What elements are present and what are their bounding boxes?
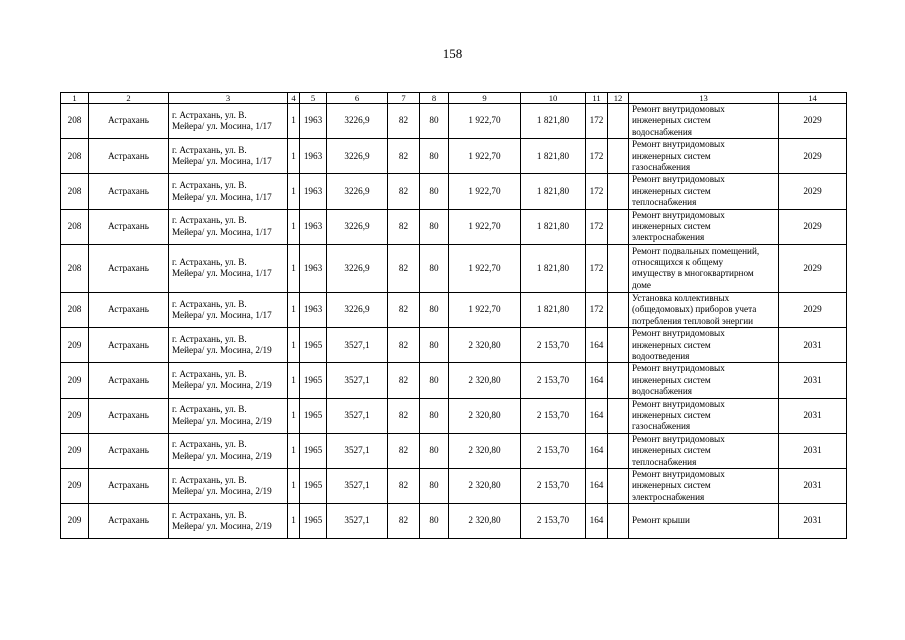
work-type-line: инженерных систем <box>632 339 711 350</box>
address-line: Мейера/ ул. Мосина, 2/19 <box>172 450 272 461</box>
address <box>169 398 288 433</box>
column-8-value: 80 <box>420 104 449 139</box>
work-type-line: Ремонт крыши <box>632 515 690 526</box>
column-9-value: 2 320,80 <box>449 433 521 468</box>
municipality: Астрахань <box>89 292 169 327</box>
planned-year: 2029 <box>779 292 847 327</box>
column-header: 10 <box>521 93 586 104</box>
column-4-value: 1 <box>288 139 300 174</box>
column-10-value: 2 153,70 <box>521 433 586 468</box>
address-line: г. Астрахань, ул. В. <box>172 474 247 485</box>
column-7-value: 82 <box>388 244 420 292</box>
column-11-value: 172 <box>586 104 608 139</box>
column-8-value: 80 <box>420 139 449 174</box>
column-9-value: 1 922,70 <box>449 104 521 139</box>
planned-year: 2029 <box>779 104 847 139</box>
column-11-value: 164 <box>586 363 608 398</box>
table-row <box>61 139 847 174</box>
column-4-value: 1 <box>288 433 300 468</box>
address-line: Мейера/ ул. Мосина, 1/17 <box>172 268 272 279</box>
column-11-value: 164 <box>586 328 608 363</box>
column-header: 5 <box>300 93 327 104</box>
column-4-value: 1 <box>288 468 300 503</box>
column-10-value: 2 153,70 <box>521 363 586 398</box>
header-row <box>61 93 847 104</box>
column-header: 9 <box>449 93 521 104</box>
work-type-line: инженерных систем <box>632 221 711 232</box>
object-number: 208 <box>61 139 89 174</box>
address-line: Мейера/ ул. Мосина, 1/17 <box>172 156 272 167</box>
column-10-value: 1 821,80 <box>521 139 586 174</box>
table-row <box>61 328 847 363</box>
work-type-line: инженерных систем <box>632 115 711 126</box>
address-line: г. Астрахань, ул. В. <box>172 180 247 191</box>
column-11-value: 164 <box>586 433 608 468</box>
column-8-value: 80 <box>420 504 449 539</box>
column-8-value: 80 <box>420 468 449 503</box>
year-built: 1963 <box>300 104 327 139</box>
column-10-value: 2 153,70 <box>521 328 586 363</box>
column-8-value: 80 <box>420 433 449 468</box>
total-area: 3527,1 <box>327 504 388 539</box>
column-header: 14 <box>779 93 847 104</box>
column-7-value: 82 <box>388 209 420 244</box>
year-built: 1965 <box>300 398 327 433</box>
table-row <box>61 433 847 468</box>
year-built: 1963 <box>300 139 327 174</box>
object-number: 208 <box>61 174 89 209</box>
column-7-value: 82 <box>388 292 420 327</box>
column-12-value <box>608 363 629 398</box>
planned-year: 2029 <box>779 244 847 292</box>
column-8-value: 80 <box>420 363 449 398</box>
address-line: Мейера/ ул. Мосина, 1/17 <box>172 121 272 132</box>
column-9-value: 2 320,80 <box>449 398 521 433</box>
total-area: 3527,1 <box>327 468 388 503</box>
column-9-value: 2 320,80 <box>449 468 521 503</box>
work-type-line: водоснабжения <box>632 386 692 397</box>
column-header: 11 <box>586 93 608 104</box>
total-area: 3527,1 <box>327 363 388 398</box>
column-12-value <box>608 433 629 468</box>
work-type-line: Ремонт подвальных помещений, <box>632 245 760 256</box>
total-area: 3527,1 <box>327 328 388 363</box>
column-7-value: 82 <box>388 174 420 209</box>
column-10-value: 1 821,80 <box>521 209 586 244</box>
work-type <box>629 174 779 209</box>
column-7-value: 82 <box>388 363 420 398</box>
work-type-line: Ремонт внутридомовых <box>632 433 725 444</box>
table-body <box>61 93 847 539</box>
column-10-value: 1 821,80 <box>521 244 586 292</box>
column-8-value: 80 <box>420 292 449 327</box>
address-line: г. Астрахань, ул. В. <box>172 404 247 415</box>
column-7-value: 82 <box>388 139 420 174</box>
column-12-value <box>608 244 629 292</box>
column-9-value: 1 922,70 <box>449 244 521 292</box>
planned-year: 2031 <box>779 398 847 433</box>
work-type-line: Ремонт внутридомовых <box>632 104 725 114</box>
column-7-value: 82 <box>388 468 420 503</box>
table-row <box>61 363 847 398</box>
work-type-line: инженерных систем <box>632 150 711 161</box>
work-type-line: потребления тепловой энергии <box>632 315 754 326</box>
column-header: 6 <box>327 93 388 104</box>
year-built: 1963 <box>300 174 327 209</box>
planned-year: 2029 <box>779 209 847 244</box>
work-type-line: водоотведения <box>632 350 690 361</box>
planned-year: 2031 <box>779 504 847 539</box>
work-type-line: Ремонт внутридомовых <box>632 328 725 339</box>
object-number: 209 <box>61 504 89 539</box>
address-line: г. Астрахань, ул. В. <box>172 509 247 520</box>
object-number: 208 <box>61 209 89 244</box>
column-12-value <box>608 328 629 363</box>
column-4-value: 1 <box>288 244 300 292</box>
column-11-value: 172 <box>586 244 608 292</box>
address-line: г. Астрахань, ул. В. <box>172 333 247 344</box>
address-line: г. Астрахань, ул. В. <box>172 298 247 309</box>
column-10-value: 2 153,70 <box>521 468 586 503</box>
work-type-line: теплоснабжения <box>632 456 697 467</box>
column-12-value <box>608 504 629 539</box>
column-10-value: 2 153,70 <box>521 504 586 539</box>
column-12-value <box>608 292 629 327</box>
work-type <box>629 328 779 363</box>
work-type-line: электроснабжения <box>632 232 705 243</box>
object-number: 208 <box>61 104 89 139</box>
work-type-line: газоснабжения <box>632 162 691 173</box>
municipality: Астрахань <box>89 468 169 503</box>
column-header: 13 <box>629 93 779 104</box>
address-line: Мейера/ ул. Мосина, 2/19 <box>172 415 272 426</box>
column-4-value: 1 <box>288 328 300 363</box>
table-row <box>61 292 847 327</box>
work-type <box>629 292 779 327</box>
work-type <box>629 363 779 398</box>
column-header: 4 <box>288 93 300 104</box>
column-12-value <box>608 174 629 209</box>
column-12-value <box>608 104 629 139</box>
address-line: Мейера/ ул. Мосина, 1/17 <box>172 226 272 237</box>
table-row <box>61 209 847 244</box>
column-header: 2 <box>89 93 169 104</box>
column-11-value: 164 <box>586 398 608 433</box>
address <box>169 139 288 174</box>
column-12-value <box>608 139 629 174</box>
column-9-value: 2 320,80 <box>449 363 521 398</box>
work-type-line: относящихся к общему <box>632 256 724 267</box>
column-4-value: 1 <box>288 174 300 209</box>
work-type-line: инженерных систем <box>632 445 711 456</box>
address <box>169 433 288 468</box>
column-10-value: 1 821,80 <box>521 292 586 327</box>
planned-year: 2031 <box>779 328 847 363</box>
address <box>169 504 288 539</box>
column-9-value: 1 922,70 <box>449 139 521 174</box>
object-number: 208 <box>61 292 89 327</box>
total-area: 3527,1 <box>327 398 388 433</box>
work-type-line: инженерных систем <box>632 374 711 385</box>
page-number: 158 <box>442 46 463 61</box>
total-area: 3226,9 <box>327 174 388 209</box>
column-9-value: 1 922,70 <box>449 174 521 209</box>
column-4-value: 1 <box>288 398 300 433</box>
address <box>169 209 288 244</box>
column-9-value: 2 320,80 <box>449 328 521 363</box>
work-type-line: имуществу в многоквартирном <box>632 268 754 279</box>
register-table <box>60 92 847 539</box>
object-number: 209 <box>61 433 89 468</box>
planned-year: 2029 <box>779 174 847 209</box>
work-type-line: Ремонт внутридомовых <box>632 468 725 479</box>
planned-year: 2031 <box>779 363 847 398</box>
total-area: 3226,9 <box>327 139 388 174</box>
work-type-line: электроснабжения <box>632 491 705 502</box>
planned-year: 2029 <box>779 139 847 174</box>
year-built: 1963 <box>300 209 327 244</box>
work-type-line: водоснабжения <box>632 126 692 137</box>
column-9-value: 2 320,80 <box>449 504 521 539</box>
address-line: Мейера/ ул. Мосина, 2/19 <box>172 380 272 391</box>
work-type-line: Ремонт внутридомовых <box>632 363 725 374</box>
year-built: 1965 <box>300 433 327 468</box>
table-row <box>61 504 847 539</box>
work-type <box>629 433 779 468</box>
municipality: Астрахань <box>89 433 169 468</box>
municipality: Астрахань <box>89 504 169 539</box>
total-area: 3226,9 <box>327 244 388 292</box>
address-line: г. Астрахань, ул. В. <box>172 109 247 120</box>
column-8-value: 80 <box>420 328 449 363</box>
year-built: 1965 <box>300 328 327 363</box>
column-4-value: 1 <box>288 504 300 539</box>
object-number: 209 <box>61 328 89 363</box>
work-type <box>629 209 779 244</box>
planned-year: 2031 <box>779 468 847 503</box>
municipality: Астрахань <box>89 139 169 174</box>
column-7-value: 82 <box>388 504 420 539</box>
municipality: Астрахань <box>89 328 169 363</box>
planned-year: 2031 <box>779 433 847 468</box>
work-type-line: Ремонт внутридомовых <box>632 139 725 150</box>
municipality: Астрахань <box>89 104 169 139</box>
column-11-value: 172 <box>586 174 608 209</box>
work-type <box>629 244 779 292</box>
address <box>169 104 288 139</box>
work-type-line: газоснабжения <box>632 421 691 432</box>
column-7-value: 82 <box>388 433 420 468</box>
year-built: 1963 <box>300 244 327 292</box>
column-11-value: 172 <box>586 139 608 174</box>
column-7-value: 82 <box>388 328 420 363</box>
column-11-value: 164 <box>586 468 608 503</box>
work-type-line: инженерных систем <box>632 480 711 491</box>
address-line: Мейера/ ул. Мосина, 1/17 <box>172 309 272 320</box>
table-row <box>61 174 847 209</box>
column-11-value: 172 <box>586 209 608 244</box>
address-line: г. Астрахань, ул. В. <box>172 256 247 267</box>
municipality: Астрахань <box>89 244 169 292</box>
work-type <box>629 504 779 539</box>
work-type-line: Установка коллективных <box>632 292 730 303</box>
column-9-value: 1 922,70 <box>449 292 521 327</box>
column-11-value: 172 <box>586 292 608 327</box>
address-line: Мейера/ ул. Мосина, 2/19 <box>172 486 272 497</box>
work-type-line: инженерных систем <box>632 409 711 420</box>
year-built: 1965 <box>300 504 327 539</box>
column-10-value: 1 821,80 <box>521 104 586 139</box>
column-10-value: 2 153,70 <box>521 398 586 433</box>
municipality: Астрахань <box>89 363 169 398</box>
address-line: г. Астрахань, ул. В. <box>172 369 247 380</box>
column-12-value <box>608 398 629 433</box>
table-row <box>61 398 847 433</box>
total-area: 3226,9 <box>327 292 388 327</box>
column-header: 8 <box>420 93 449 104</box>
address-line: г. Астрахань, ул. В. <box>172 215 247 226</box>
year-built: 1965 <box>300 363 327 398</box>
total-area: 3226,9 <box>327 104 388 139</box>
column-8-value: 80 <box>420 209 449 244</box>
address <box>169 292 288 327</box>
column-4-value: 1 <box>288 209 300 244</box>
address <box>169 174 288 209</box>
address-line: Мейера/ ул. Мосина, 2/19 <box>172 521 272 532</box>
address-line: г. Астрахань, ул. В. <box>172 439 247 450</box>
table-row <box>61 244 847 292</box>
column-7-value: 82 <box>388 398 420 433</box>
work-type <box>629 468 779 503</box>
column-8-value: 80 <box>420 174 449 209</box>
column-8-value: 80 <box>420 398 449 433</box>
address <box>169 468 288 503</box>
address <box>169 328 288 363</box>
column-4-value: 1 <box>288 363 300 398</box>
object-number: 208 <box>61 244 89 292</box>
column-8-value: 80 <box>420 244 449 292</box>
work-type-line: инженерных систем <box>632 185 711 196</box>
address <box>169 244 288 292</box>
total-area: 3527,1 <box>327 433 388 468</box>
work-type-line: Ремонт внутридомовых <box>632 209 725 220</box>
column-12-value <box>608 209 629 244</box>
object-number: 209 <box>61 468 89 503</box>
address-line: Мейера/ ул. Мосина, 1/17 <box>172 191 272 202</box>
column-header: 7 <box>388 93 420 104</box>
total-area: 3226,9 <box>327 209 388 244</box>
column-header: 3 <box>169 93 288 104</box>
municipality: Астрахань <box>89 209 169 244</box>
column-12-value <box>608 468 629 503</box>
column-4-value: 1 <box>288 104 300 139</box>
work-type-line: доме <box>632 279 651 290</box>
object-number: 209 <box>61 363 89 398</box>
address-line: Мейера/ ул. Мосина, 2/19 <box>172 345 272 356</box>
column-10-value: 1 821,80 <box>521 174 586 209</box>
work-type-line: (общедомовых) приборов учета <box>632 304 757 315</box>
column-9-value: 1 922,70 <box>449 209 521 244</box>
column-11-value: 164 <box>586 504 608 539</box>
column-4-value: 1 <box>288 292 300 327</box>
work-type <box>629 104 779 139</box>
municipality: Астрахань <box>89 174 169 209</box>
address <box>169 363 288 398</box>
municipality: Астрахань <box>89 398 169 433</box>
year-built: 1965 <box>300 468 327 503</box>
table-row <box>61 468 847 503</box>
column-header: 12 <box>608 93 629 104</box>
address-line: г. Астрахань, ул. В. <box>172 144 247 155</box>
work-type <box>629 398 779 433</box>
work-type <box>629 139 779 174</box>
work-type-line: теплоснабжения <box>632 197 697 208</box>
year-built: 1963 <box>300 292 327 327</box>
column-7-value: 82 <box>388 104 420 139</box>
object-number: 209 <box>61 398 89 433</box>
work-type-line: Ремонт внутридомовых <box>632 174 725 185</box>
work-type-line: Ремонт внутридомовых <box>632 398 725 409</box>
column-header: 1 <box>61 93 89 104</box>
table-row <box>61 104 847 139</box>
